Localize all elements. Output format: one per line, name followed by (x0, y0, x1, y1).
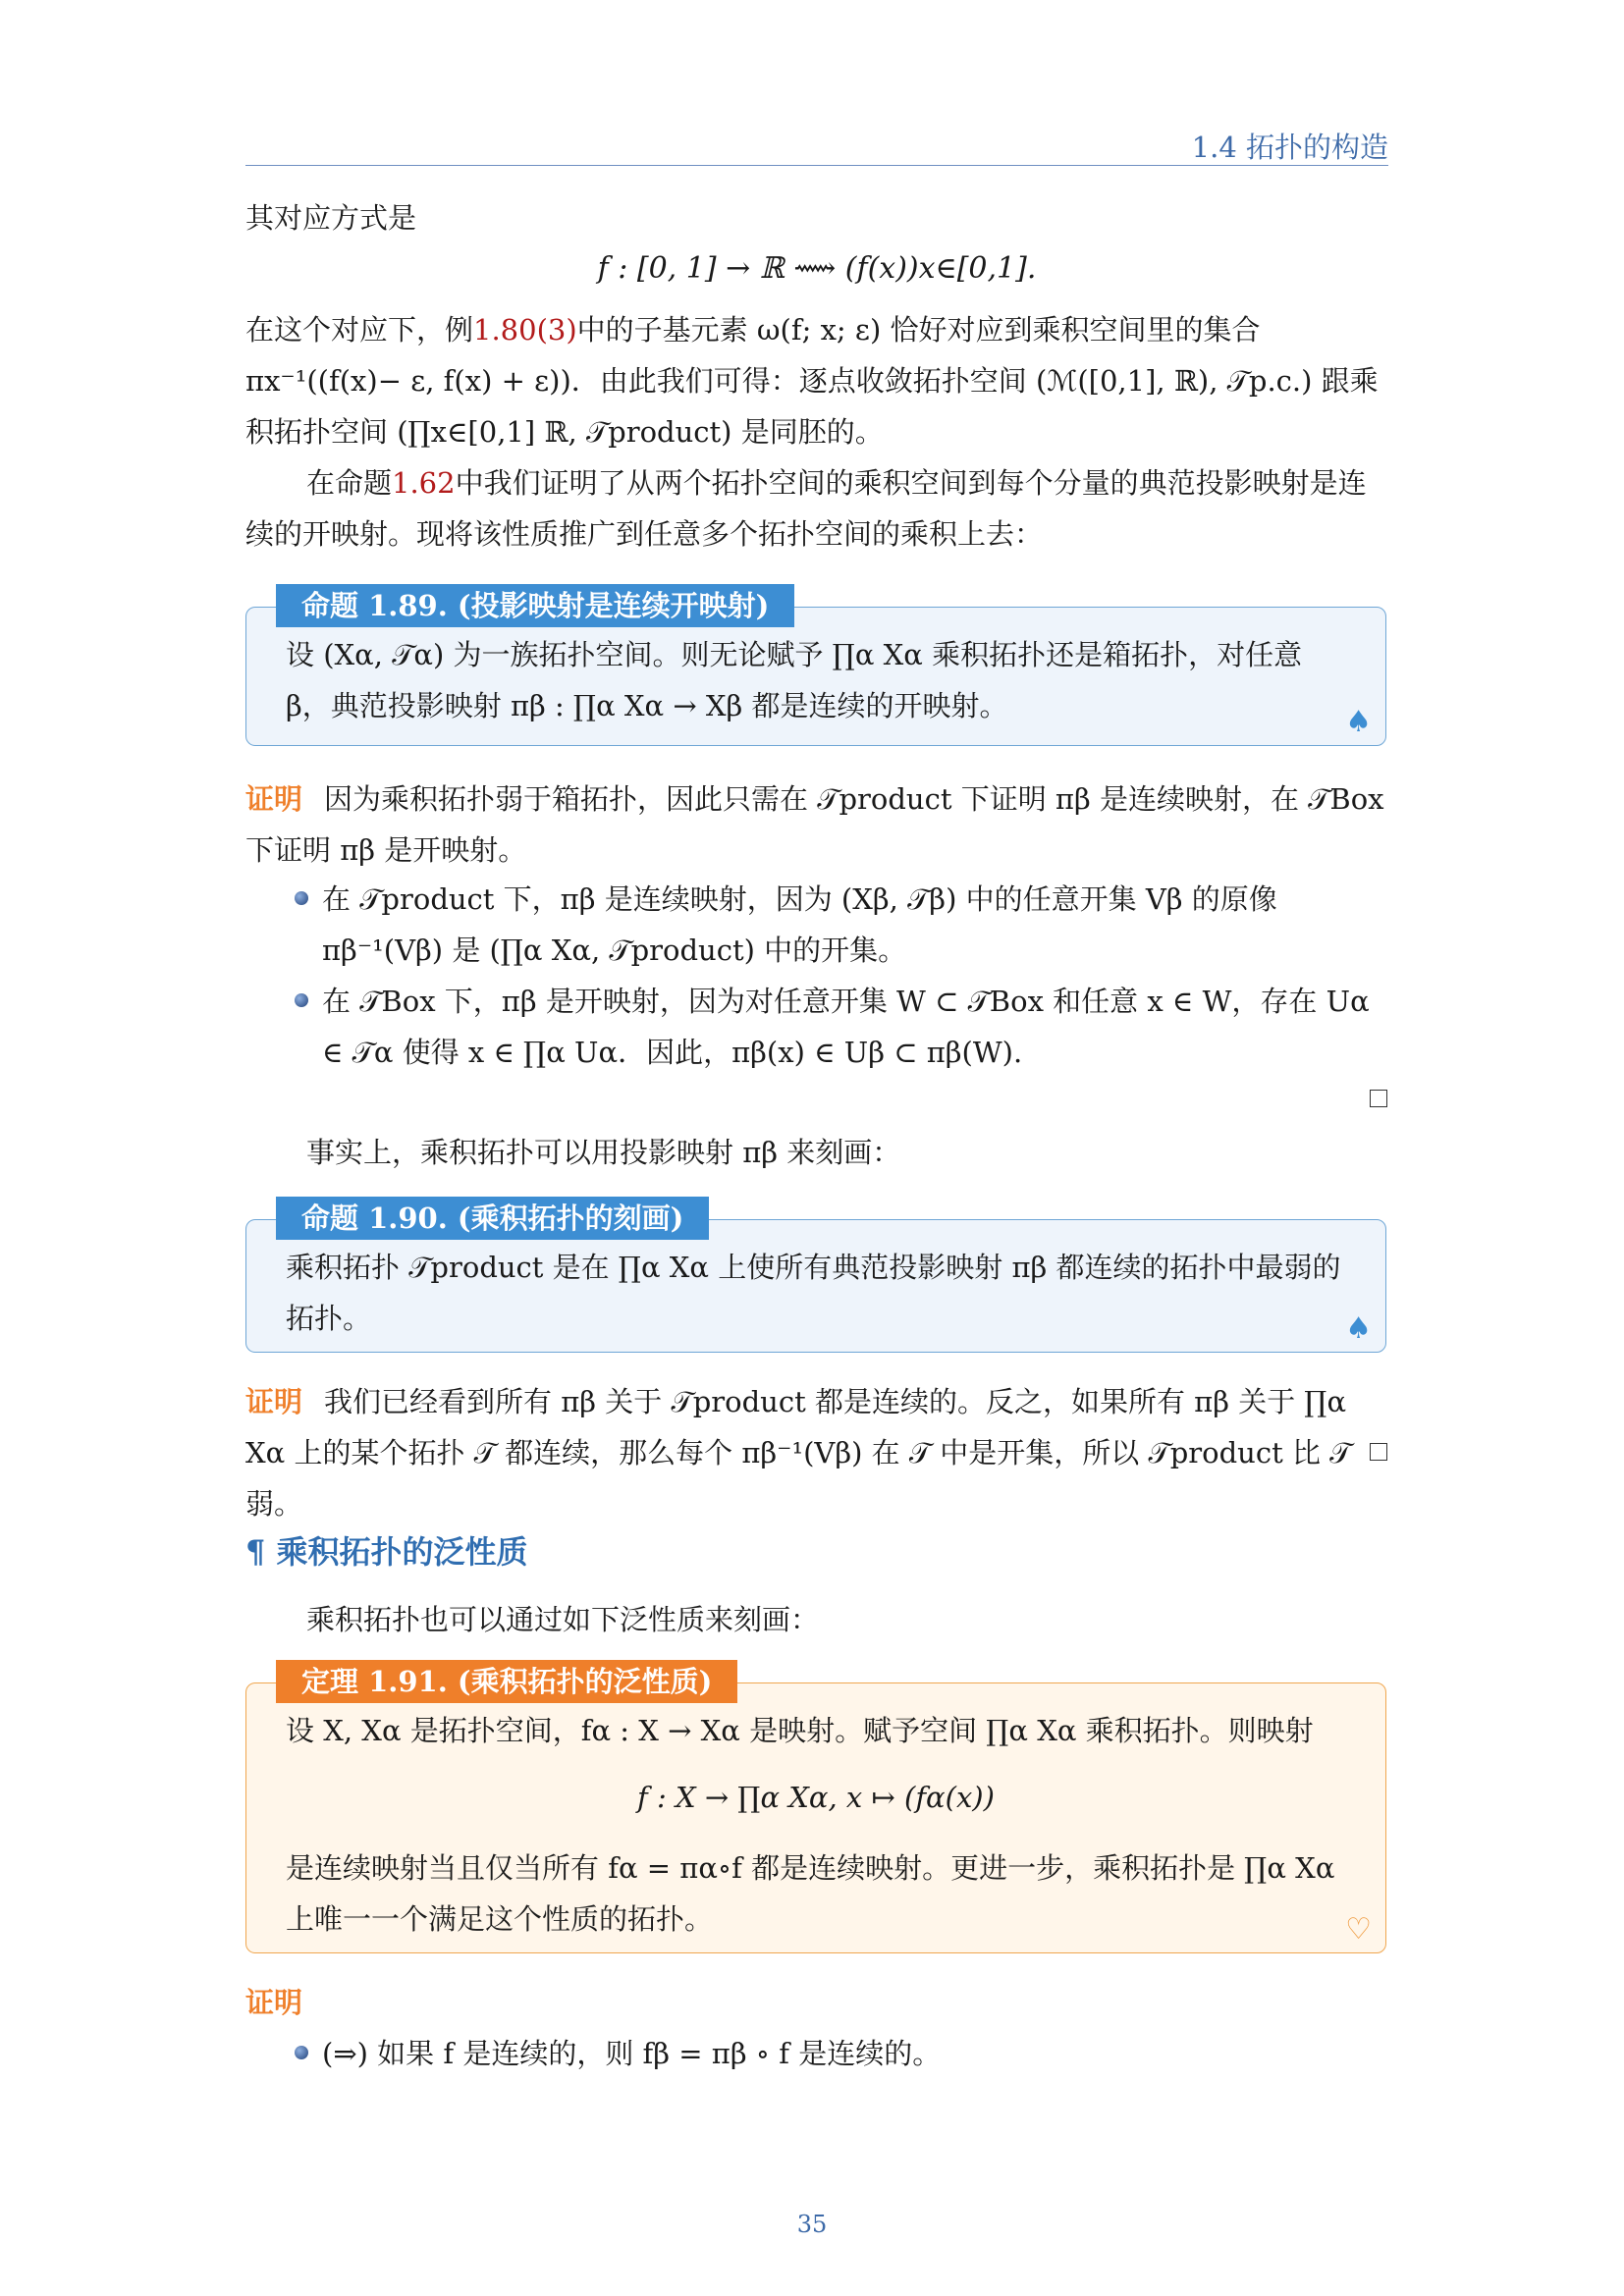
para1-text-c: x⁻¹((f(x)− ε, f(x) + ε))．由此我们可得：逐点收敛拓扑空间 (ℳ([0,1], ℝ), 𝒯p.c.) 跟乘积拓扑空间 (∏x∈[0,1] ℝ, 𝒯product) 是同胚的。 (245, 364, 1379, 449)
proof-1-89 (245, 774, 1388, 876)
fact-paragraph (245, 1127, 1388, 1178)
intro-paragraph-1 (245, 304, 1388, 457)
proof-1-91 (245, 1977, 1388, 2028)
proof-1-91-bullet-1 (295, 2028, 1386, 2079)
fact-text: 事实上，乘积拓扑可以用投影映射 πβ 来刻画： (306, 1136, 901, 1169)
proposition-1-90-box (245, 1201, 1386, 1353)
heart-icon: ♡ (1345, 1912, 1372, 1947)
proof-1-89-bullet-2 (295, 976, 1386, 1078)
proof-1-90-para (245, 1376, 1388, 1529)
ref-prop-1-62[interactable]: 1.62 (392, 466, 456, 500)
qed-icon (1370, 1443, 1387, 1461)
proof-1-91-label-line (245, 1977, 1388, 2028)
proposition-1-90-tag: 命题 1.90. (乘积拓扑的刻画) (276, 1197, 709, 1240)
intro-line: 其对应方式是 (245, 201, 417, 235)
proposition-1-90-body: 乘积拓扑 𝒯product 是在 ∏α Xα 上使所有典范投影映射 πβ 都连续的拓扑中最弱的拓扑。 (286, 1251, 1341, 1335)
para1-text-a: 在这个对应下，例 (245, 313, 474, 347)
spade-icon: ♠ (1345, 1311, 1372, 1346)
proof-1-90-text: 我们已经看到所有 πβ 关于 𝒯product 都是连续的。反之，如果所有 πβ 关于 ∏α Xα 上的某个拓扑 𝒯 都连续，那么每个 πβ⁻¹(Vβ) 在 𝒯 中是开集，所以 𝒯product 比 𝒯 弱。 (245, 1385, 1352, 1521)
section-intro (245, 1594, 1388, 1645)
theorem-1-91-line-1: 设 X, Xα 是拓扑空间，fα : X → Xα 是映射。赋予空间 ∏α Xα 乘积拓扑。则映射 (286, 1714, 1314, 1747)
correspondence-formula: f : [0, 1] → ℝ ⟿ (f(x))x∈[0,1]. (597, 251, 1037, 286)
proof-label: 证明 (245, 782, 303, 816)
proposition-1-89-tag: 命题 1.89. (投影映射是连续开映射) (276, 584, 794, 627)
para2-text-a: 在命题 (306, 466, 393, 500)
ref-example-1-80[interactable]: 1.80(3) (473, 313, 577, 347)
bullet-icon (295, 2046, 308, 2059)
page-number: 35 (796, 2211, 828, 2238)
para1-text-b: 中的子基元素 ω(f; x; ε) 恰好对应到乘积空间里的集合 π (245, 313, 1261, 398)
bullet-1-text: 在 𝒯product 下，πβ 是连续映射，因为 (Xβ, 𝒯β) 中的任意开集 Vβ 的原像 πβ⁻¹(Vβ) 是 (∏α Xα, 𝒯product) 中的开集。 (322, 882, 1277, 967)
theorem-1-91-line-2: 是连续映射当且仅当所有 fα = πα∘f 都是连续映射。更进一步，乘积拓扑是 ∏α Xα 上唯一一个满足这个性质的拓扑。 (286, 1851, 1335, 1936)
para2-text-b: 中我们证明了从两个拓扑空间的乘积空间到每个分量的典范投影映射是连续的开映射。现将该性质推广到任意多个拓扑空间的乘积上去： (245, 466, 1367, 551)
bullet-icon (295, 891, 308, 905)
theorem-1-91-tag: 定理 1.91. (乘积拓扑的泛性质) (276, 1660, 737, 1703)
proof-1-89-para (245, 774, 1388, 876)
proposition-1-89-body: 设 (Xα, 𝒯α) 为一族拓扑空间。则无论赋予 ∏α Xα 乘积拓扑还是箱拓扑，对任意 β，典范投影映射 πβ : ∏α Xα → Xβ 都是连续的开映射。 (286, 638, 1303, 722)
proposition-1-89-box (245, 589, 1386, 746)
proof-label: 证明 (245, 1385, 303, 1418)
section-heading: ¶ 乘积拓扑的泛性质 (245, 1533, 528, 1571)
section-intro-text: 乘积拓扑也可以通过如下泛性质来刻画： (306, 1603, 820, 1636)
intro-paragraph-2 (245, 457, 1388, 560)
proof-1-91-bullet-1-text: (⇒) 如果 f 是连续的，则 fβ = πβ ∘ f 是连续的。 (322, 2037, 942, 2070)
theorem-1-91-formula: f : X → ∏α Xα, x ↦ (fα(x)) (637, 1781, 995, 1814)
running-header (245, 126, 1388, 166)
proof-1-89-text: 因为乘积拓扑弱于箱拓扑，因此只需在 𝒯product 下证明 πβ 是连续映射，在 𝒯Box 下证明 πβ 是开映射。 (245, 782, 1384, 867)
spade-icon: ♠ (1345, 705, 1372, 739)
theorem-1-91-box (245, 1665, 1386, 1953)
proof-1-90 (245, 1376, 1388, 1529)
bullet-icon (295, 993, 308, 1007)
proof-label: 证明 (245, 1986, 303, 2019)
proof-1-89-bullet-1 (295, 874, 1386, 976)
qed-icon (1370, 1090, 1387, 1107)
bullet-2-text: 在 𝒯Box 下，πβ 是开映射，因为对任意开集 W ⊂ 𝒯Box 和任意 x ∈ W，存在 Uα ∈ 𝒯α 使得 x ∈ ∏α Uα．因此，πβ(x) ∈ Uβ ⊂ πβ(W). (322, 985, 1370, 1069)
header-title: 1.4 拓扑的构造 (1191, 131, 1388, 164)
intro-block (245, 192, 1388, 560)
